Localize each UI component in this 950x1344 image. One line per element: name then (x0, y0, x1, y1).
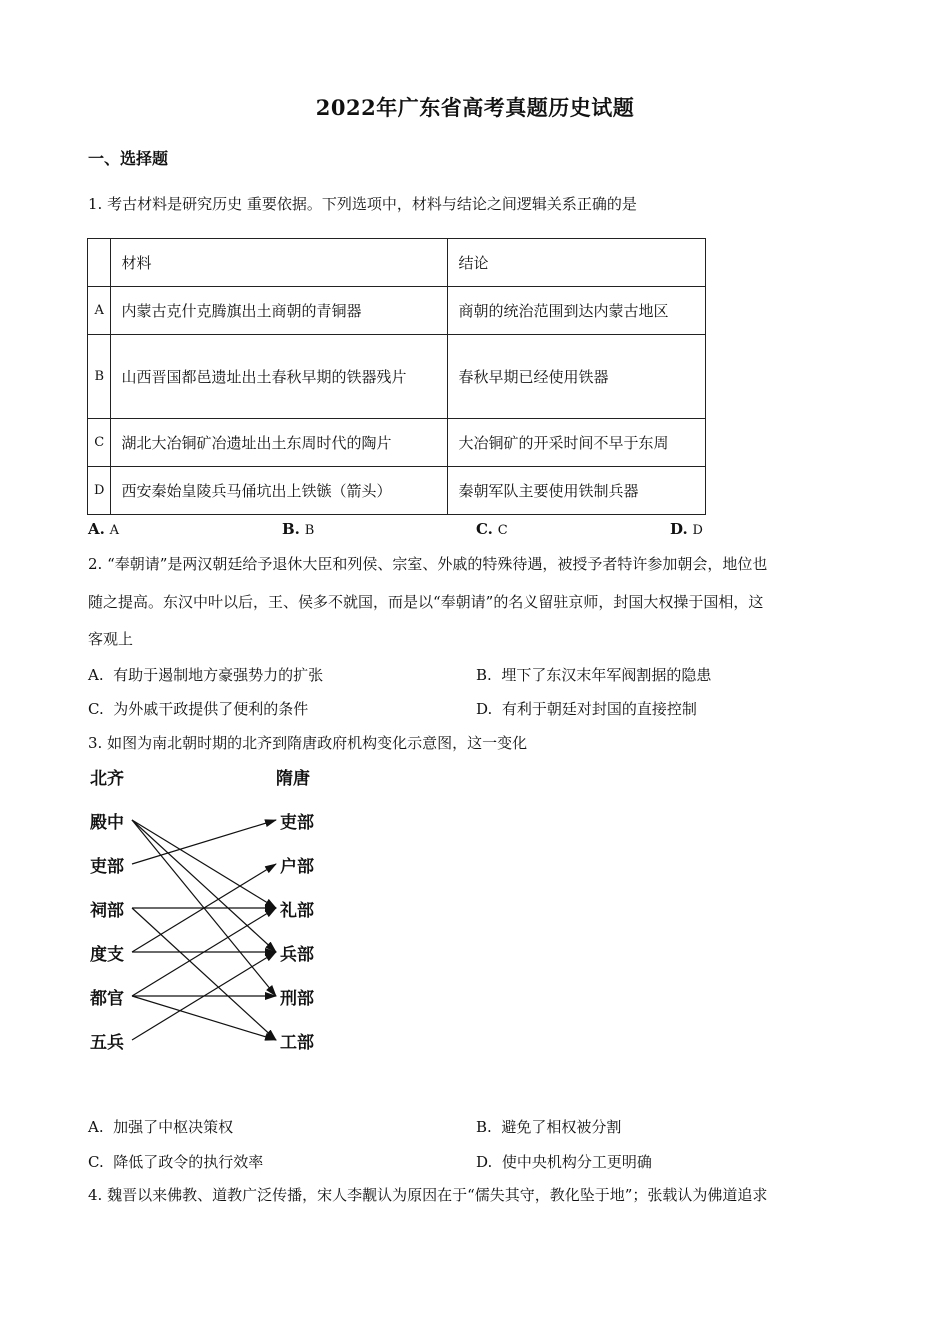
q1-option-c[interactable] (476, 520, 508, 538)
option-label: A. (88, 1118, 104, 1136)
right-node: 户部 (280, 857, 314, 877)
table-row (88, 335, 706, 419)
page-title: 2022年广东省高考真题历史试题 (315, 95, 635, 120)
option-label: B. (476, 666, 492, 684)
left-node: 吏部 (90, 857, 124, 877)
q3-option-b[interactable] (476, 1116, 621, 1137)
q3-option-c[interactable] (88, 1151, 263, 1172)
q2-stem-line-2: 随之提高。东汉中叶以后，王、侯多不就国，而是以“奉朝请”的名义留驻京师，封国大权操于国相，这 (88, 593, 764, 611)
q3-stem: 3. 如图为南北朝时期的北齐到隋唐政府机构变化示意图，这一变化 (88, 734, 528, 752)
q1-option-b[interactable] (282, 520, 314, 538)
arrow-line (132, 820, 276, 952)
left-node: 五兵 (90, 1033, 124, 1053)
option-label: C. (476, 520, 493, 538)
diagram-right-header: 隋唐 (276, 769, 310, 789)
row-conclusion: 商朝的统治范围到达内蒙古地区 (448, 287, 706, 335)
option-text: B (304, 523, 315, 538)
option-label: C. (88, 700, 104, 718)
option-label: A. (88, 520, 105, 538)
right-node: 吏部 (280, 813, 314, 833)
table-header-row (88, 239, 706, 287)
option-text: 加强了中枢决策权 (113, 1118, 234, 1136)
option-text: A (109, 523, 120, 538)
option-text: 有利于朝廷对封国的直接控制 (501, 700, 697, 718)
row-key: D (88, 467, 111, 515)
option-label: C. (88, 1153, 104, 1171)
row-key: B (88, 335, 111, 419)
arrow-line (132, 996, 276, 1040)
right-node: 兵部 (280, 945, 314, 965)
section-title: 一、选择题 (88, 149, 169, 168)
q2-option-d[interactable] (476, 698, 697, 719)
diagram-left-header: 北齐 (90, 769, 124, 789)
left-node: 度支 (90, 945, 124, 965)
row-conclusion: 秦朝军队主要使用铁制兵器 (448, 467, 706, 515)
option-text: 埋下了东汉末年军阀割据的隐患 (501, 666, 712, 684)
table-row (88, 467, 706, 515)
q1-option-a[interactable] (88, 520, 119, 538)
arrow-line (132, 820, 276, 864)
q2-option-b[interactable] (476, 664, 711, 685)
row-material: 西安秦始皇陵兵马俑坑出上铁镞（箭头） (111, 467, 448, 515)
option-label: D. (670, 520, 688, 538)
table-row (88, 287, 706, 335)
left-node: 殿中 (90, 813, 124, 833)
option-text: C (497, 523, 508, 538)
row-key: C (88, 419, 111, 467)
right-node: 礼部 (280, 901, 314, 921)
option-text: 避免了相权被分割 (501, 1118, 622, 1136)
row-conclusion: 春秋早期已经使用铁器 (448, 335, 706, 419)
q3-option-a[interactable] (88, 1116, 233, 1137)
right-node: 刑部 (280, 989, 314, 1009)
table-header-key (88, 239, 111, 287)
q2-stem-line-3: 客观上 (88, 630, 134, 648)
q3-option-d[interactable] (476, 1151, 652, 1172)
option-text: 降低了政令的执行效率 (113, 1153, 264, 1171)
option-label: B. (476, 1118, 492, 1136)
q1-option-d[interactable] (670, 520, 703, 538)
option-text: 有助于遏制地方豪强势力的扩张 (113, 666, 324, 684)
row-material: 山西晋国都邑遗址出土春秋早期的铁器残片 (111, 335, 448, 419)
arrow-line (132, 820, 276, 908)
q4-stem: 4. 魏晋以来佛教、道教广泛传播，宋人李觏认为原因在于“儒失其守，教化坠于地”；张载认为佛道追求 (88, 1186, 768, 1204)
option-label: D. (476, 700, 493, 718)
q2-stem-line-1: 2. “奉朝请”是两汉朝廷给予退休大臣和列侯、宗室、外戚的特殊待遇，被授予者特许参加朝会，地位也 (88, 555, 768, 573)
option-label: D. (476, 1153, 493, 1171)
institution-diagram (80, 760, 340, 1060)
row-material: 内蒙古克什克腾旗出土商朝的青铜器 (111, 287, 448, 335)
option-label: B. (282, 520, 300, 538)
left-node: 祠部 (90, 901, 124, 921)
table-header-conclusion: 结论 (448, 239, 706, 287)
table-header-material: 材料 (111, 239, 448, 287)
q2-option-a[interactable] (88, 664, 323, 685)
row-conclusion: 大冶铜矿的开采时间不早于东周 (448, 419, 706, 467)
option-text: 为外戚干政提供了便利的条件 (113, 700, 309, 718)
arrow-line (132, 908, 276, 1040)
right-node: 工部 (280, 1033, 314, 1053)
q1-stem: 1. 考古材料是研究历史 重要依据。下列选项中，材料与结论之间逻辑关系正确的是 (88, 195, 637, 213)
left-node: 都官 (90, 989, 124, 1009)
q1-table (87, 238, 706, 515)
row-material: 湖北大冶铜矿冶遗址出土东周时代的陶片 (111, 419, 448, 467)
option-text: 使中央机构分工更明确 (501, 1153, 652, 1171)
option-label: A. (88, 666, 104, 684)
q2-option-c[interactable] (88, 698, 308, 719)
option-text: D (692, 523, 703, 538)
table-row (88, 419, 706, 467)
row-key: A (88, 287, 111, 335)
